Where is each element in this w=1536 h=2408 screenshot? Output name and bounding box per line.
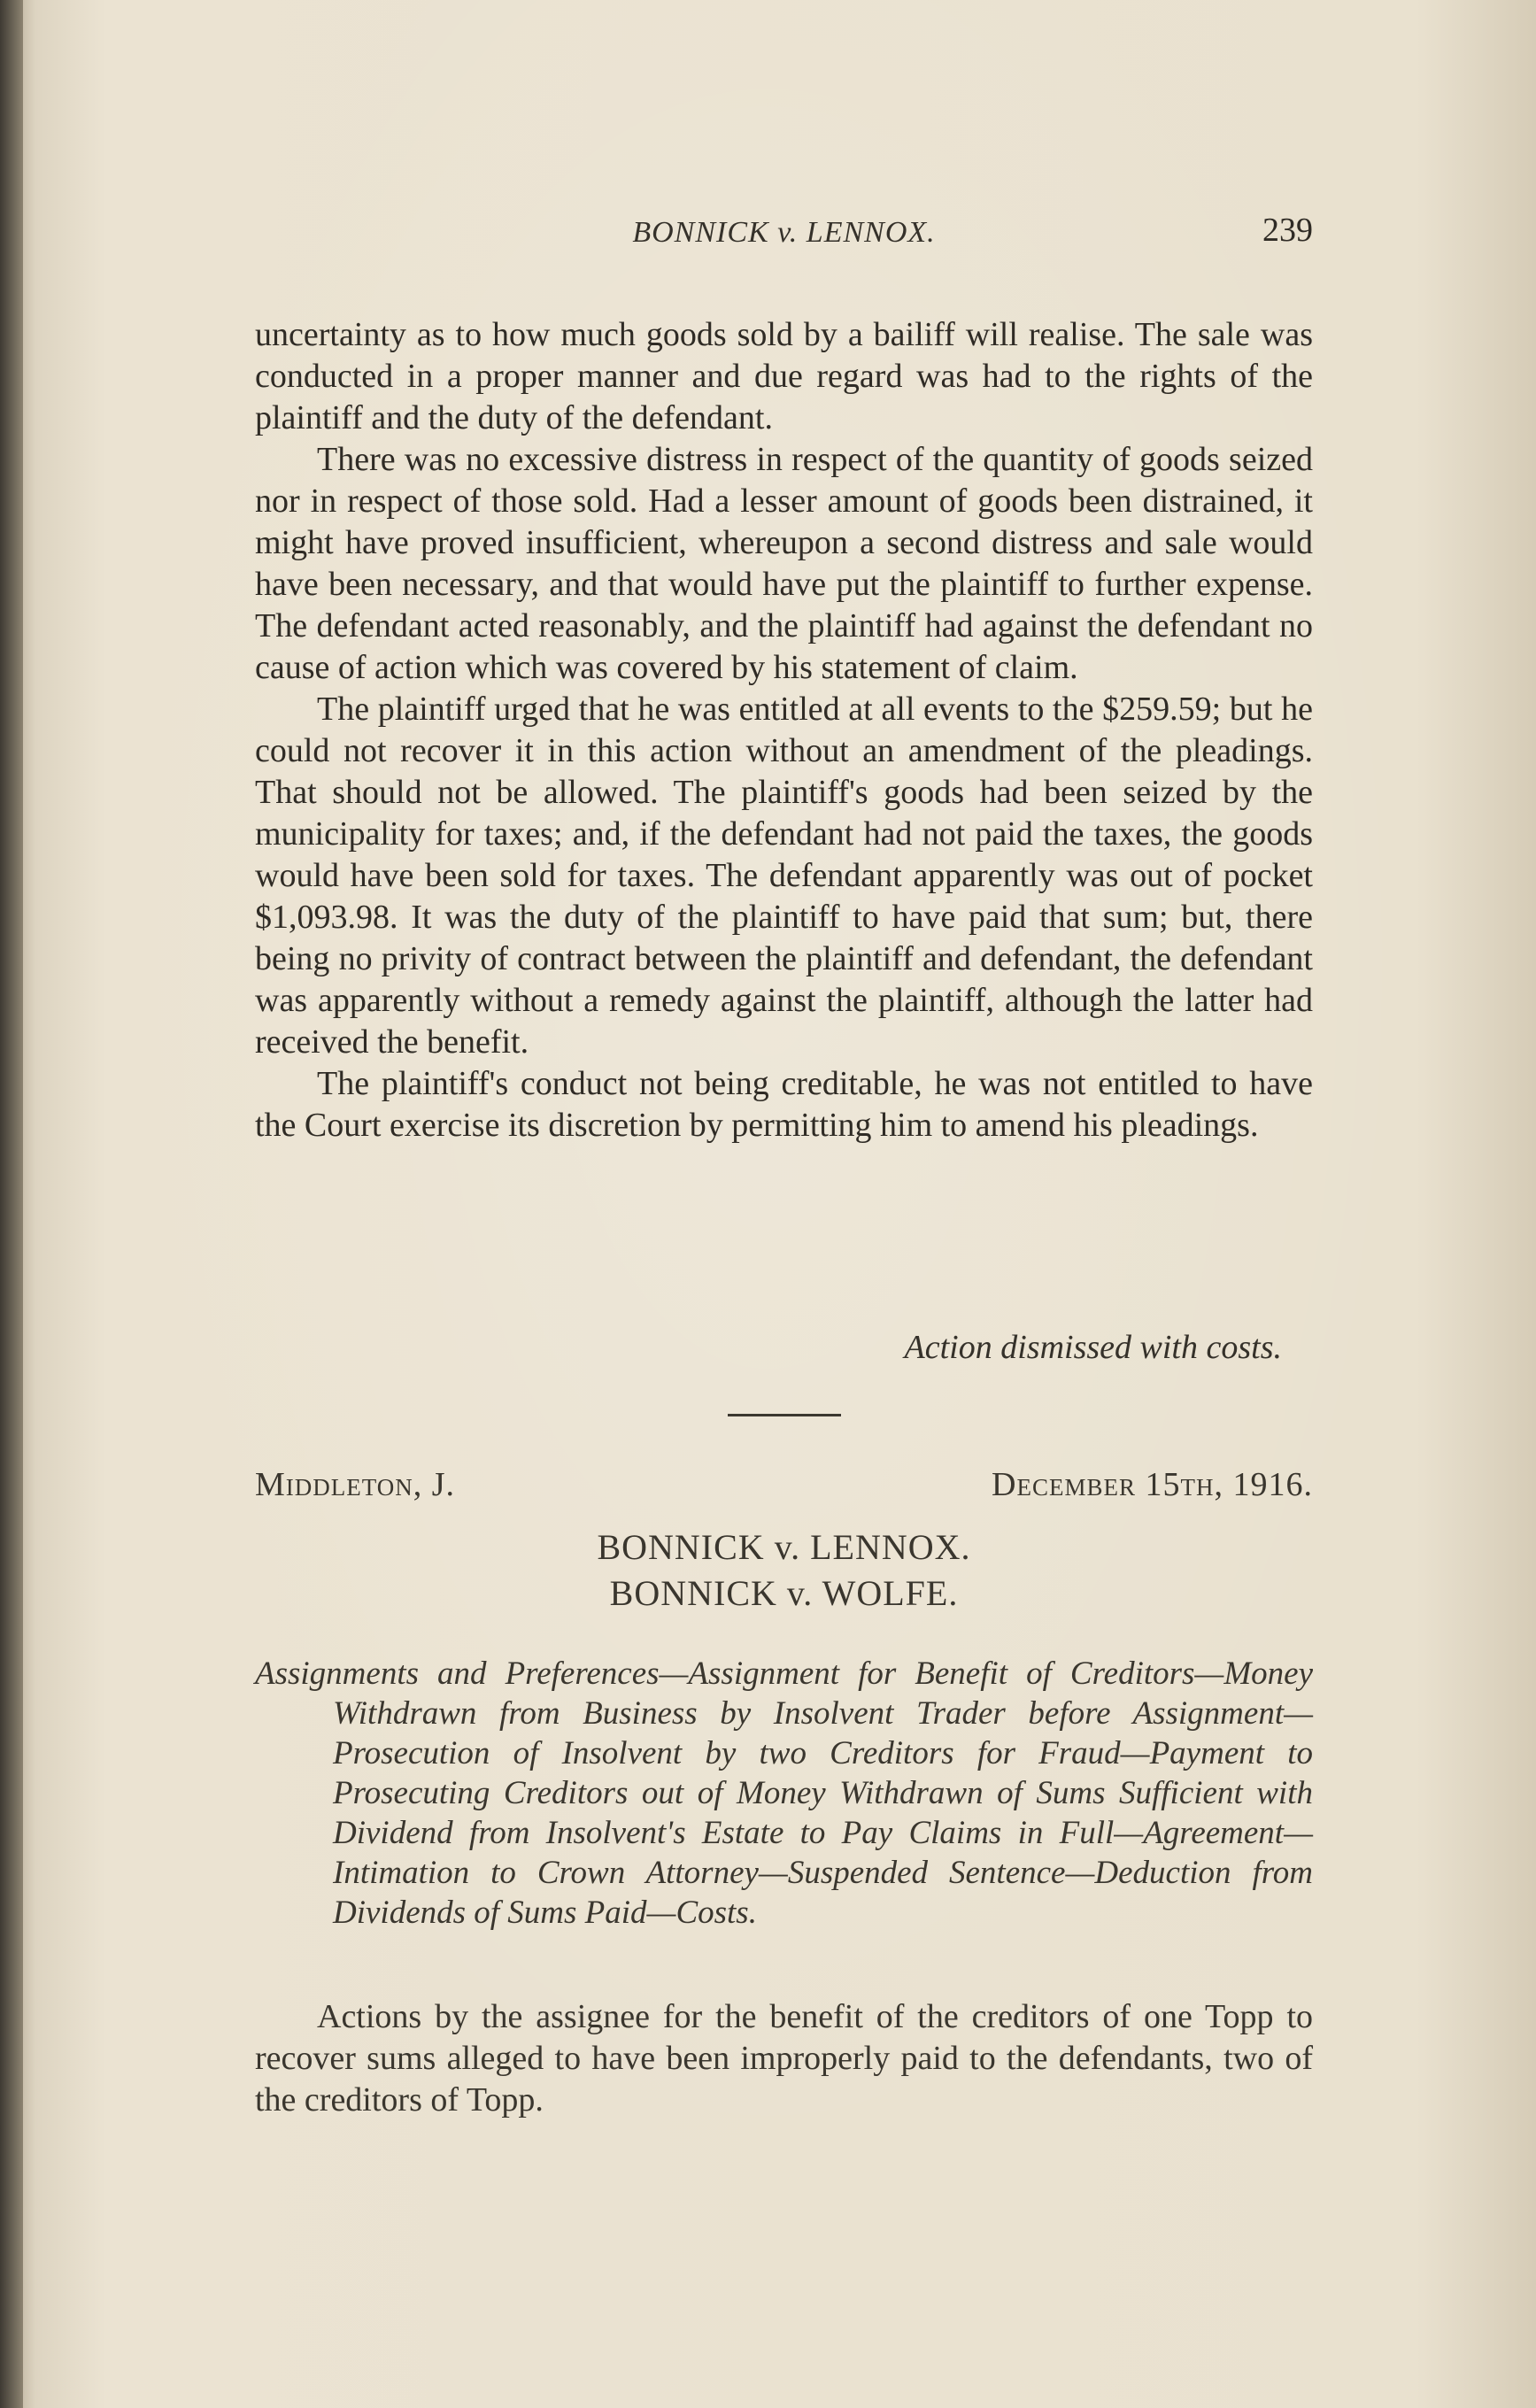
case-title: BONNICK v. WOLFE.	[609, 1573, 959, 1613]
running-head: BONNICK v. LENNOX.	[632, 216, 936, 249]
paragraph: The plaintiff's conduct not being creditable, he was not entitled to have the Court exercise its discretion by permitting him to amend his pleadings.	[255, 1065, 1313, 1144]
paragraph: The plaintiff urged that he was entitled at all events to the $259.59; but he could not recover it in this action without an amendment of the pleadings. That should not be allowed. The plaintiff's goods had been seized by the municipality for taxes; and, if the defendant had not paid the taxes, the goods would have been sold for taxes. The defendant apparently was out of pocket $1,093.98. It was the duty of the plaintiff to have paid that sum; but, there being no privity of contract between the plaintiff and defendant, the defendant was apparently without a remedy against the plaintiff, although the latter had received the benefit.	[255, 691, 1313, 1061]
case-title: BONNICK v. LENNOX.	[597, 1527, 971, 1567]
page-header	[255, 212, 1313, 260]
judge-name: Middleton, J.	[255, 1466, 456, 1503]
section-divider	[728, 1414, 841, 1416]
body-text	[255, 314, 1313, 1146]
disposition: Action dismissed with costs.	[904, 1329, 1282, 1366]
paragraph: There was no excessive distress in respect of the quantity of goods seized nor in respect of those sold. Had a lesser amount of goods been distrained, it might have proved insufficient, whereupon a second distress and sale would have been necessary, and that would have put the plaintiff to further expense. The defendant acted reasonably, and the plaintiff had against the defendant no cause of action which was covered by his statement of claim.	[255, 441, 1313, 686]
page-number: 239	[1262, 212, 1313, 249]
case-titles	[255, 1524, 1313, 1617]
case-summary: Actions by the assignee for the benefit of the creditors of one Topp to recover sums alleged to have been improperly paid to the defendants, two of the creditors of Topp.	[255, 1998, 1313, 2119]
headnote: Assignments and Preferences—Assignment for Benefit of Creditors—Money Withdrawn from Business by Insolvent Trader before Assignment—Prosecution of Insolvent by two Creditors for Fraud—Payment to Prosecuting Creditors out of Money Withdrawn of Sums Sufficient with Dividend from Insolvent's Estate to Pay Claims in Full—Agreement—Intimation to Crown Attorney—Suspended Sentence—Deduction from Dividends of Sums Paid—Costs.	[255, 1656, 1313, 1931]
paragraph-continued: uncertainty as to how much goods sold by a bailiff will realise. The sale was conducted in a proper manner and due regard was had to the rights of the plaintiff and the duty of the defendant.	[255, 316, 1313, 436]
book-gutter-shadow	[0, 0, 23, 2408]
decision-date: December 15th, 1916.	[992, 1466, 1313, 1503]
